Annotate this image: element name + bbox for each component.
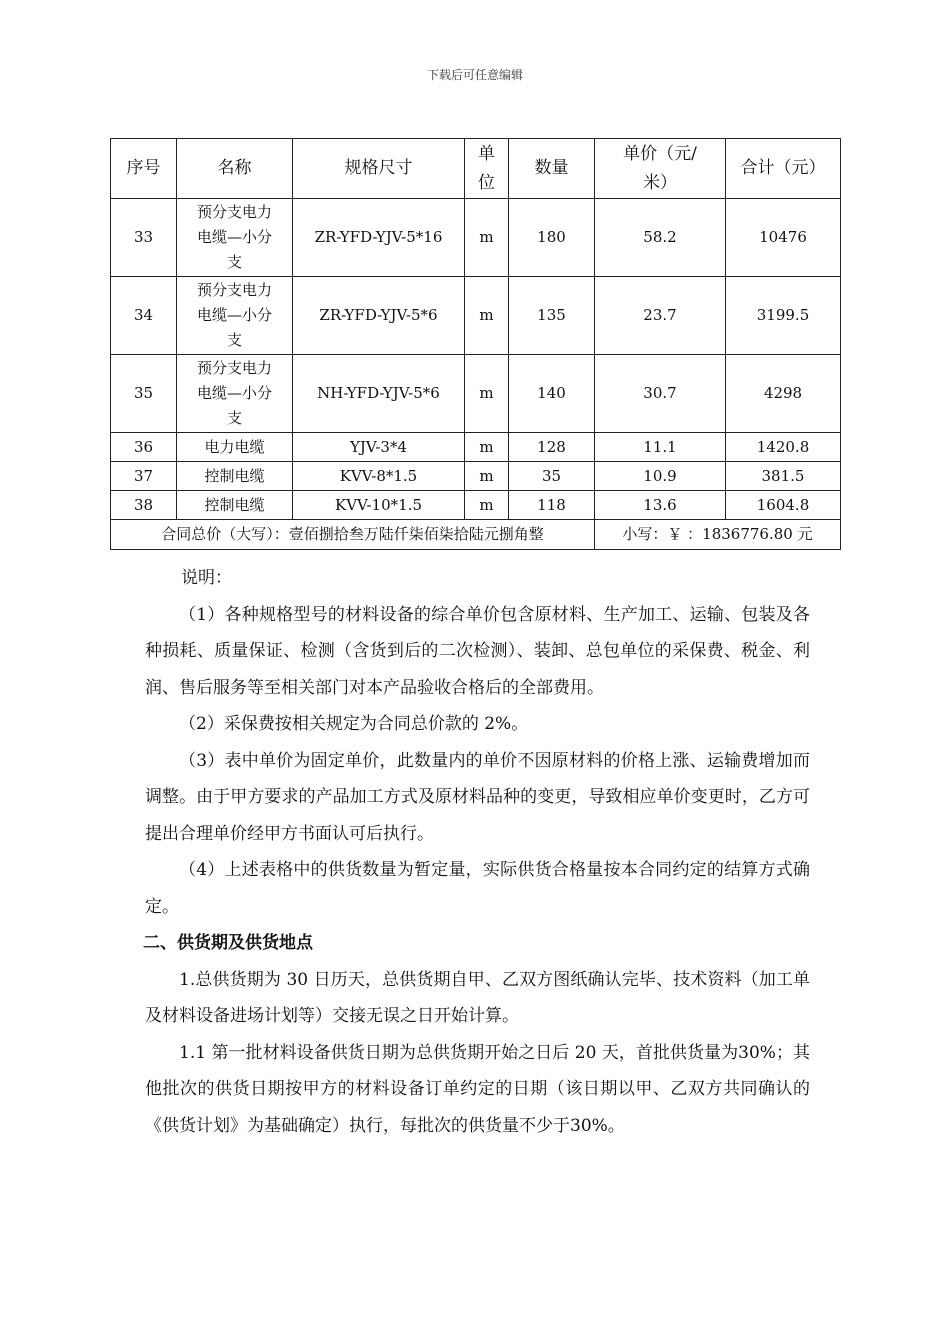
section-heading: 二、供货期及供货地点 [143, 933, 313, 953]
cell-name-line: 电缆—小分 [196, 228, 272, 246]
note-item: （3）表中单价为固定单价，此数量内的单价不因原材料的价格上涨、运输费增加而调整。由于甲方要求的产品加工方式及原材料品种的变更，导致相应单价变更时，乙方可提出合理单价经甲方书面认可后执行。 [145, 750, 810, 844]
col-header-price-line: 米） [643, 172, 677, 193]
cell-unit: m [465, 277, 509, 355]
cell-total: 10476 [726, 199, 841, 277]
total-in-figures: 小写：￥ ：1836776.80 元 [595, 520, 841, 550]
cell-name-line: 支 [226, 409, 242, 427]
col-header-price-line: 单价（元/ [623, 143, 697, 164]
table-row [111, 277, 841, 355]
note-item: （2）采保费按相关规定为合同总价款的 2%。 [179, 714, 529, 734]
section-paragraph: 1.总供货期为 30 日历天，总供货期自甲、乙双方图纸确认完毕、技术资料（加工单及材料设备进场计划等）交接无误之日开始计算。 [145, 969, 810, 1026]
cell-name: 控制电缆 [177, 491, 293, 520]
cell-name-line: 电缆—小分 [196, 306, 272, 324]
cell-name [177, 355, 293, 433]
contract-body [145, 560, 810, 1144]
cell-name [177, 277, 293, 355]
page-header: 下载后可任意编辑 [426, 68, 523, 82]
cell-unit: m [465, 355, 509, 433]
note-item: （1）各种规格型号的材料设备的综合单价包含原材料、生产加工、运输、包装及各种损耗、质量保证、检测（含货到后的二次检测）、装卸、总包单位的采保费、税金、利润、售后服务等至相关部门对本产品验收合格后的全部费用。 [145, 604, 810, 698]
cell-total: 1604.8 [726, 491, 841, 520]
cell-name-line: 支 [226, 331, 242, 349]
table-total-row [111, 520, 841, 550]
cell-unit: m [465, 491, 509, 520]
cell-spec: NH-YFD-YJV-5*6 [293, 355, 465, 433]
cell-no: 36 [111, 433, 177, 462]
cell-no: 35 [111, 355, 177, 433]
cell-spec: ZR-YFD-YJV-5*6 [293, 277, 465, 355]
cell-unit: m [465, 199, 509, 277]
cell-unit: m [465, 462, 509, 491]
table-row [111, 199, 841, 277]
col-header-total: 合计（元） [726, 139, 841, 199]
total-in-words: 合同总价（大写）：壹佰捌拾叁万陆仟柒佰柒拾陆元捌角整 [111, 520, 595, 550]
table-row [111, 355, 841, 433]
cell-no: 37 [111, 462, 177, 491]
cell-name-line: 电缆—小分 [196, 384, 272, 402]
cell-qty: 180 [509, 199, 595, 277]
cell-qty: 128 [509, 433, 595, 462]
cell-total: 4298 [726, 355, 841, 433]
cell-price: 10.9 [595, 462, 726, 491]
table-header-row [111, 139, 841, 199]
cell-price: 11.1 [595, 433, 726, 462]
cell-name-line: 预分支电力 [196, 203, 272, 221]
cell-qty: 135 [509, 277, 595, 355]
section-paragraph: 1.1 第一批材料设备供货日期为总供货期开始之日后 20 天，首批供货量为30%；其他批次的供货日期按甲方的材料设备订单约定的日期（该日期以甲、乙双方共同确认的《供货计划》为基础确定）执行，每批次的供货量不少于30%。 [145, 1042, 810, 1136]
cell-name-line: 预分支电力 [196, 281, 272, 299]
note-item: （4）上述表格中的供货数量为暂定量，实际供货合格量按本合同约定的结算方式确定。 [145, 860, 810, 917]
col-header-name: 名称 [177, 139, 293, 199]
cell-price: 23.7 [595, 277, 726, 355]
col-header-no: 序号 [111, 139, 177, 199]
cell-qty: 118 [509, 491, 595, 520]
cell-spec: KVV-10*1.5 [293, 491, 465, 520]
col-header-spec: 规格尺寸 [293, 139, 465, 199]
col-header-unit-line: 位 [478, 172, 495, 193]
cell-name: 电力电缆 [177, 433, 293, 462]
cell-no: 33 [111, 199, 177, 277]
cell-name-line: 预分支电力 [196, 359, 272, 377]
cell-spec: KVV-8*1.5 [293, 462, 465, 491]
cell-name [177, 199, 293, 277]
col-header-unit-line: 单 [478, 143, 495, 164]
cell-price: 58.2 [595, 199, 726, 277]
cell-unit: m [465, 433, 509, 462]
cell-no: 34 [111, 277, 177, 355]
cell-total: 381.5 [726, 462, 841, 491]
table-row [111, 433, 841, 462]
materials-table [110, 138, 841, 550]
table-row [111, 491, 841, 520]
cell-price: 30.7 [595, 355, 726, 433]
cell-qty: 140 [509, 355, 595, 433]
cell-name: 控制电缆 [177, 462, 293, 491]
cell-spec: ZR-YFD-YJV-5*16 [293, 199, 465, 277]
col-header-unit [465, 139, 509, 199]
col-header-qty: 数量 [509, 139, 595, 199]
cell-name-line: 支 [226, 253, 242, 271]
cell-spec: YJV-3*4 [293, 433, 465, 462]
cell-total: 1420.8 [726, 433, 841, 462]
table-row [111, 462, 841, 491]
cell-total: 3199.5 [726, 277, 841, 355]
cell-price: 13.6 [595, 491, 726, 520]
notes-title: 说明： [181, 568, 232, 588]
cell-qty: 35 [509, 462, 595, 491]
cell-no: 38 [111, 491, 177, 520]
col-header-price [595, 139, 726, 199]
